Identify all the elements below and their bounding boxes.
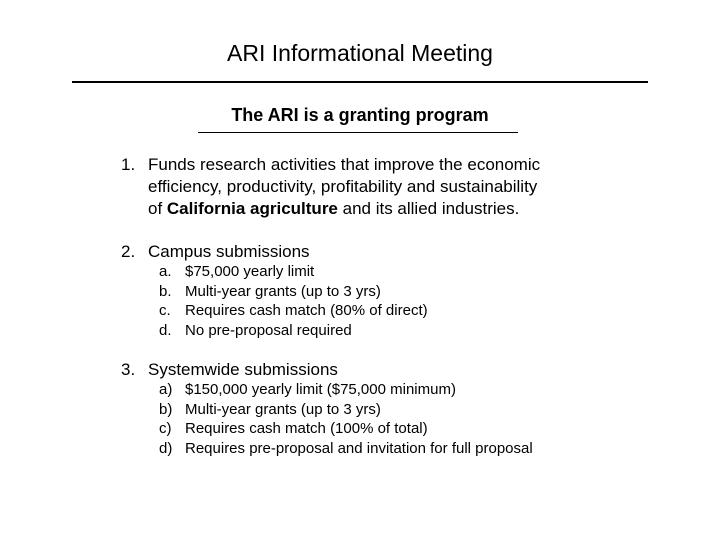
item-3-sub-d-mark: d) (159, 440, 173, 457)
item-1-emphasis: California agriculture (166, 199, 338, 218)
item-3-sub-b-mark: b) (159, 401, 173, 418)
item-3-sub-c-mark: c) (159, 420, 172, 437)
item-2-sub-c-text: Requires cash match (80% of direct) (185, 302, 428, 319)
item-1-line-3-pre: of (148, 199, 167, 218)
item-1-text (148, 154, 540, 220)
subtitle-underline (198, 132, 518, 133)
item-2-sub-d-text: No pre-proposal required (185, 322, 352, 339)
item-2-sub-a-mark: a. (159, 263, 172, 280)
item-3-number: 3. (121, 360, 136, 379)
item-3-sub-d-text: Requires pre-proposal and invitation for full proposal (185, 440, 533, 457)
item-1-line-2: efficiency, productivity, profitability and sustainability (148, 177, 538, 196)
title-divider (72, 81, 648, 83)
item-2-label: Campus submissions (148, 242, 310, 261)
slide-subtitle: The ARI is a granting program (231, 105, 489, 125)
item-3-sub-b-text: Multi-year grants (up to 3 yrs) (185, 401, 381, 418)
item-2-sub-a-text: $75,000 yearly limit (185, 263, 315, 280)
item-3-sub-a-text: $150,000 yearly limit ($75,000 minimum) (185, 381, 456, 398)
item-1-line-3-post: and its allied industries. (337, 199, 520, 218)
item-2-number: 2. (121, 242, 136, 261)
item-3-sub-c-text: Requires cash match (100% of total) (185, 420, 428, 437)
item-1-number: 1. (121, 155, 136, 174)
item-1-line-3 (148, 198, 540, 220)
item-1-line-1: Funds research activities that improve the economic (148, 155, 541, 174)
slide-title: ARI Informational Meeting (227, 40, 493, 66)
item-2-sub-c-mark: c. (159, 302, 171, 319)
item-2-sub-d-mark: d. (159, 322, 172, 339)
item-3-label: Systemwide submissions (148, 360, 338, 379)
item-2-sub-b-text: Multi-year grants (up to 3 yrs) (185, 283, 381, 300)
item-2-sub-b-mark: b. (159, 283, 172, 300)
item-3-sub-a-mark: a) (159, 381, 173, 398)
